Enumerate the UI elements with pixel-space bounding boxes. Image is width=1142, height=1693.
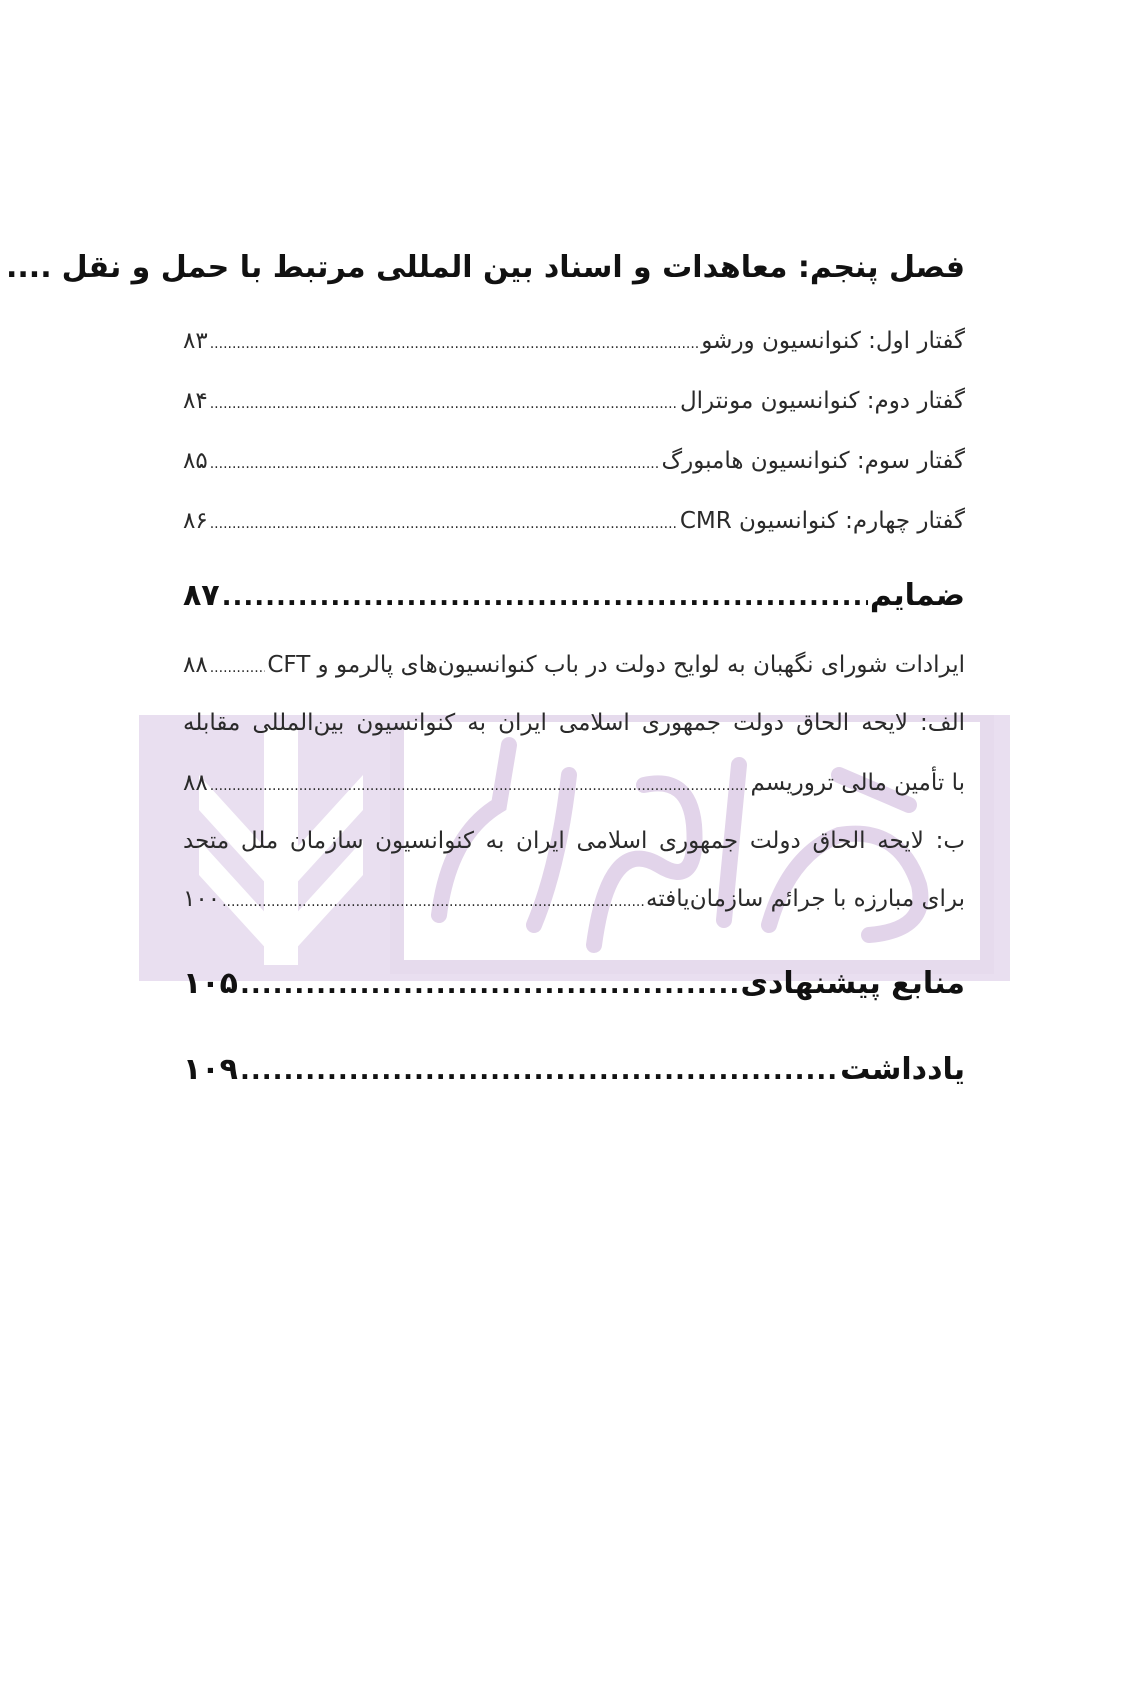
leader-dots	[210, 456, 660, 472]
leader-dots: ....	[6, 250, 52, 285]
toc-entry-line-1[interactable]	[183, 710, 965, 736]
toc-entry[interactable]	[183, 328, 965, 354]
leader-dots	[210, 396, 678, 412]
sources-page-number: ۱۰۵	[183, 966, 238, 1001]
entry-label: ب: لایحه الحاق دولت جمهوری اسلامی ایران به کنوانسیون سازمان ملل متحد	[183, 828, 965, 854]
leader-dots	[210, 336, 700, 352]
toc-entry-line-2[interactable]	[183, 886, 965, 912]
entry-label: الف: لایحه الحاق دولت جمهوری اسلامی ایران به کنوانسیون بین‌المللی مقابله	[183, 710, 965, 736]
appendix-title: ضمایم	[869, 578, 965, 613]
entry-page-number: ۸۸	[183, 652, 208, 678]
leader-dots	[222, 582, 868, 612]
entry-label: گفتار چهارم: کنوانسیون CMR	[679, 508, 965, 534]
leader-dots	[210, 660, 266, 676]
notes-page-number: ۱۰۹	[183, 1052, 238, 1087]
entry-page-number: ۱۰۰	[183, 886, 221, 912]
toc-appendix-heading[interactable]	[183, 578, 965, 613]
entry-page-number: ۸۴	[183, 388, 208, 414]
toc-notes-heading[interactable]	[183, 1052, 965, 1087]
entry-label: برای مبارزه با جرائم سازمان‌یافته	[646, 886, 965, 912]
toc-entry[interactable]	[183, 388, 965, 414]
entry-label: گفتار اول: کنوانسیون ورشو	[701, 328, 965, 354]
leader-dots	[210, 516, 678, 532]
toc-entry[interactable]	[183, 448, 965, 474]
toc-entry[interactable]	[183, 652, 965, 678]
toc-sources-heading[interactable]	[183, 966, 965, 1001]
entry-label: گفتار سوم: کنوانسیون هامبورگ	[661, 448, 965, 474]
entry-page-number: ۸۳	[183, 328, 208, 354]
notes-title: یادداشت	[840, 1052, 965, 1087]
sources-title: منابع پیشنهادی	[740, 966, 965, 1001]
entry-page-number: ۸۸	[183, 770, 208, 796]
entry-page-number: ۸۶	[183, 508, 208, 534]
entry-label: گفتار دوم: کنوانسیون مونترال	[679, 388, 965, 414]
leader-dots	[240, 1056, 838, 1086]
entry-page-number: ۸۵	[183, 448, 208, 474]
leader-dots	[240, 970, 739, 1000]
leader-dots	[210, 778, 749, 794]
entry-label: ایرادات شورای نگهبان به لوایح دولت در باب کنوانسیون‌های پالرمو و CFT	[267, 652, 965, 678]
appendix-page-number: ۸۷	[183, 578, 220, 613]
leader-dots	[222, 894, 644, 910]
toc-entry[interactable]	[183, 508, 965, 534]
toc-entry-line-1[interactable]	[183, 828, 965, 854]
toc-chapter-heading[interactable]	[6, 250, 965, 285]
entry-label: با تأمین مالی تروریسم	[750, 770, 965, 796]
chapter-title: فصل پنجم: معاهدات و اسناد بین المللی مرتبط با حمل و نقل	[61, 250, 965, 285]
toc-entry-line-2[interactable]	[183, 770, 965, 796]
